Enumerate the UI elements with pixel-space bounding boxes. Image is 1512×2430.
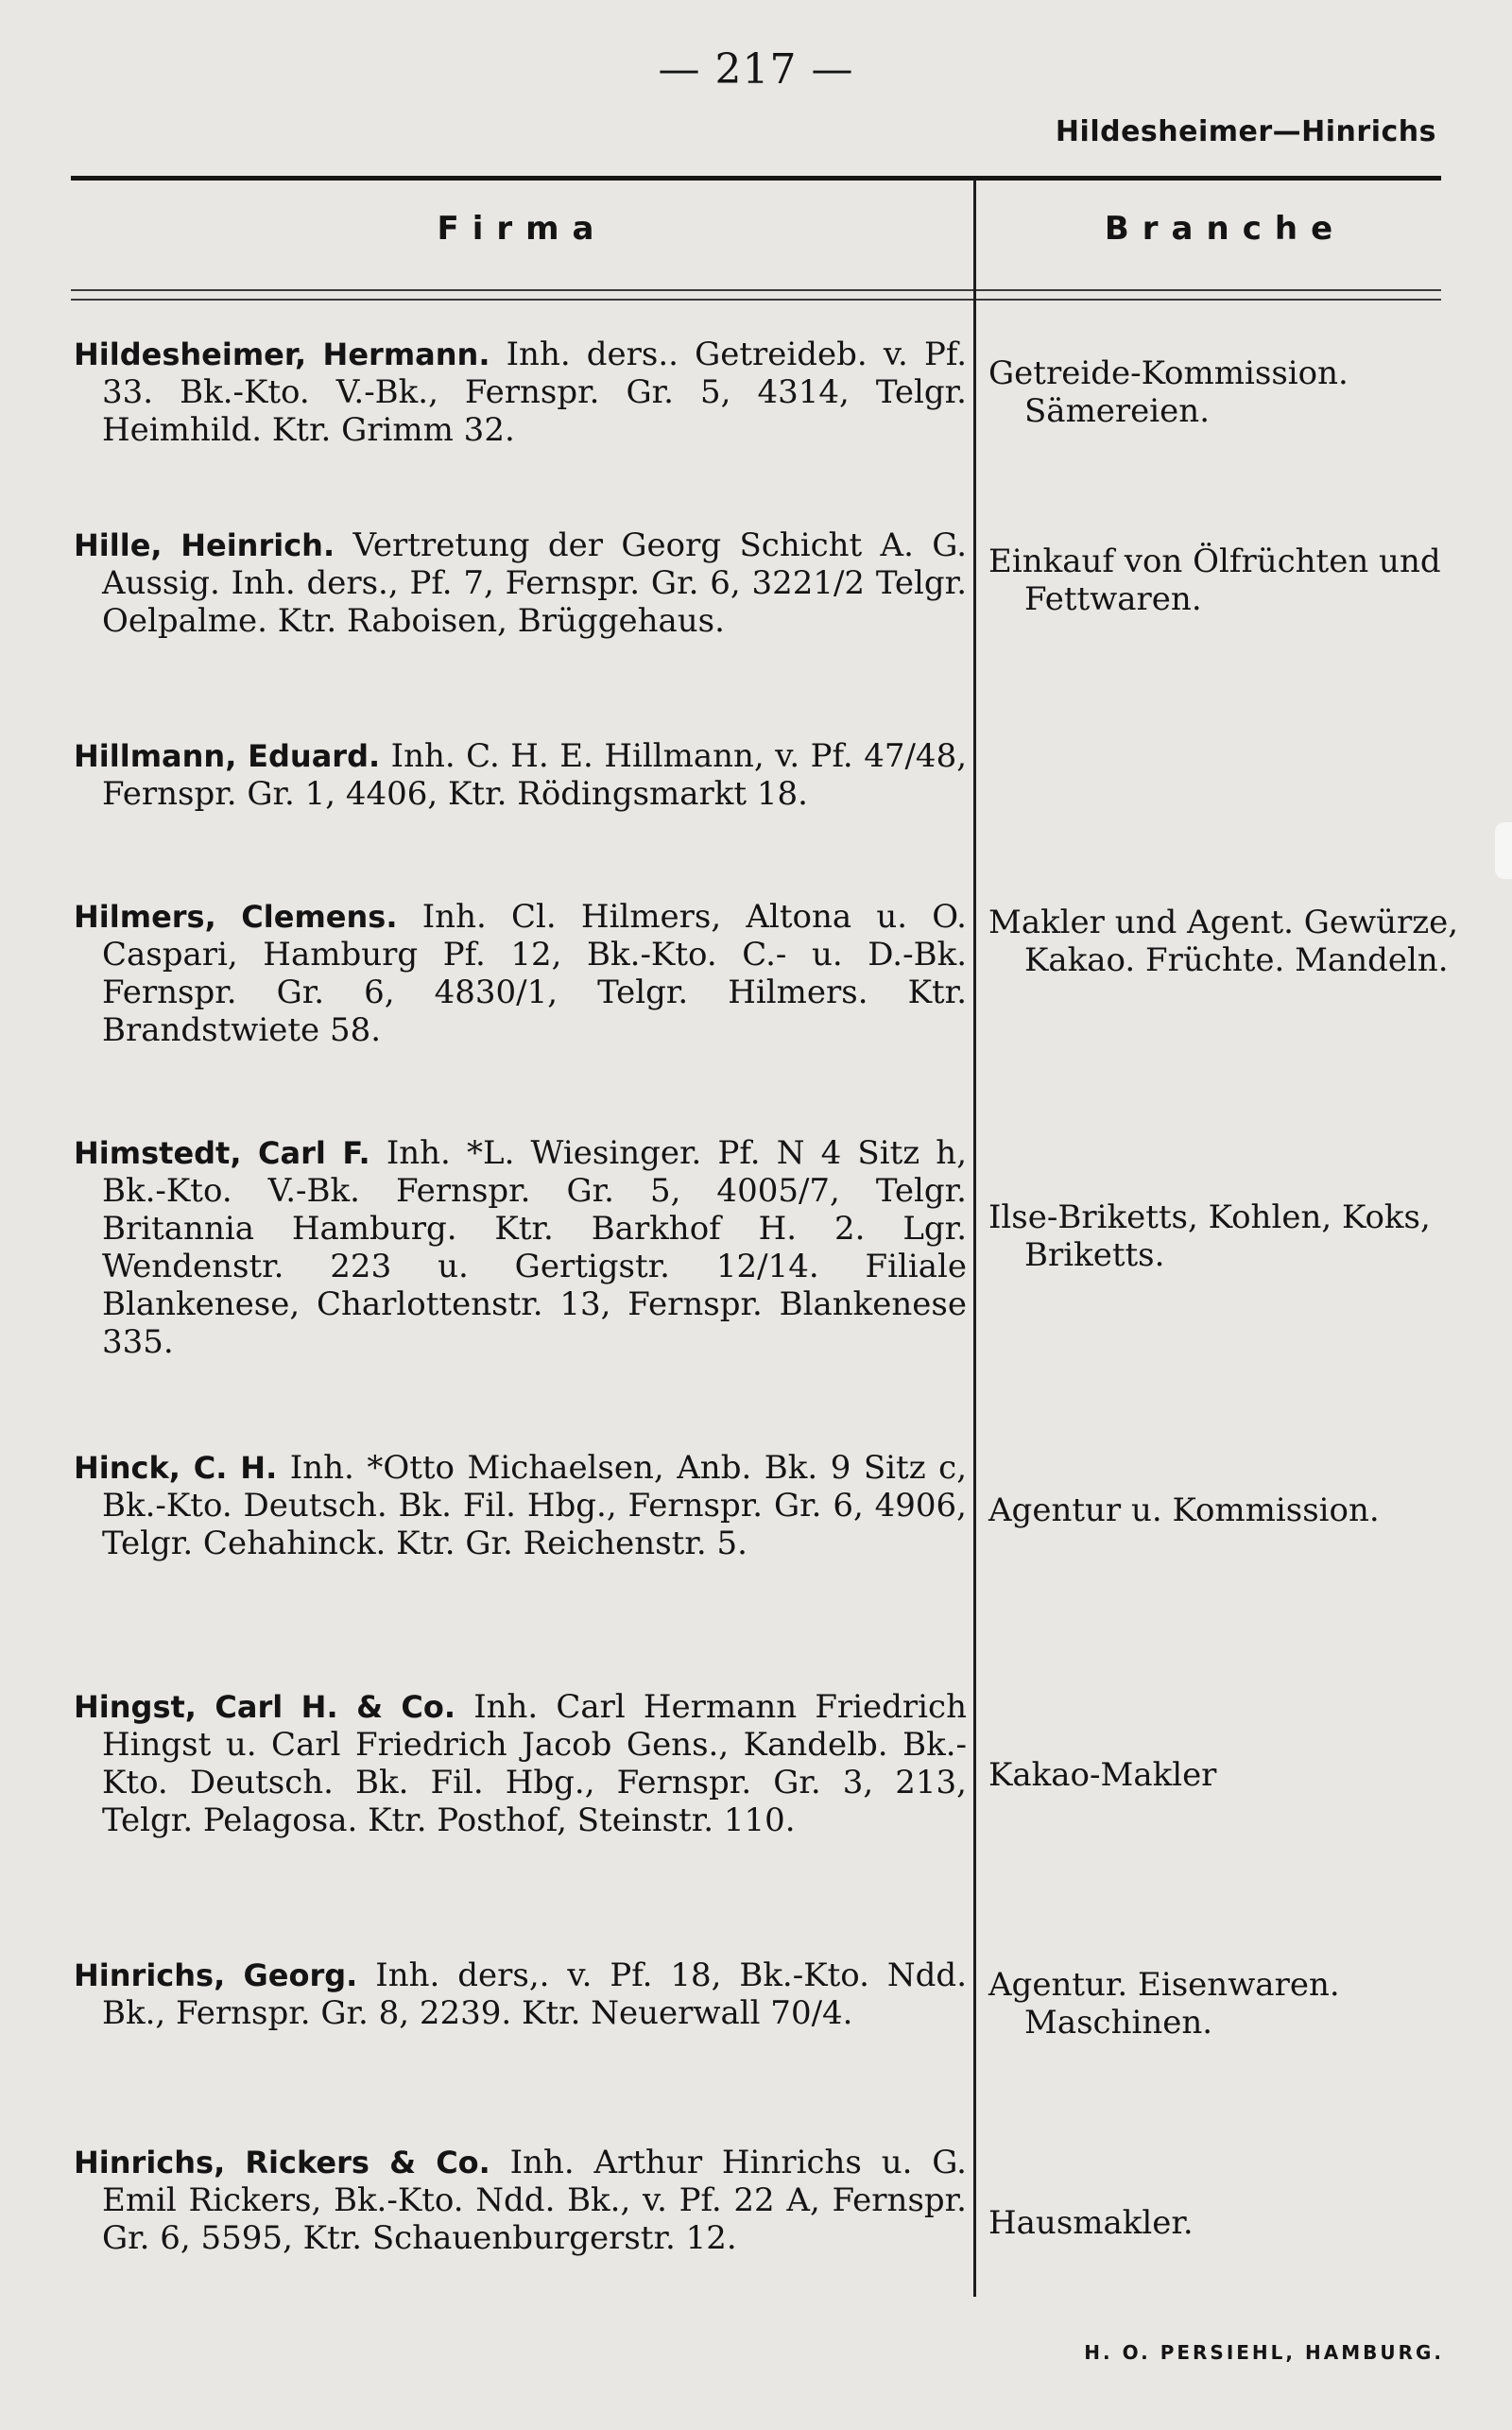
page-edge-mark (1495, 822, 1512, 879)
entry-himstedt (74, 1134, 967, 1361)
column-header-firma: Firma (437, 210, 608, 248)
branche-hille: Einkauf von Ölfrüchten und Fettwaren. (988, 543, 1441, 618)
entry-firm-text (74, 336, 967, 449)
entry-firm-text (74, 737, 967, 813)
running-head: Hildesheimer—Hinrichs (1055, 115, 1436, 148)
entry-firm-text (74, 526, 967, 640)
entry-hille (74, 526, 967, 640)
entry-hinck (74, 1449, 967, 1562)
firm-details: Inh. ders.. Getreideb. v. Pf. 33. Bk.-Kto. V.-Bk., Fernspr. Gr. 5, 4314, Telgr. Heimhild. Ktr. Grimm 32. (102, 336, 968, 449)
branche-hilmers: Makler und Agent. Gewürze, Kakao. Früchte. Mandeln. (988, 904, 1459, 979)
entry-firm-text (74, 1134, 967, 1361)
branche-hinrichs-georg: Agentur. Eisenwaren. Maschinen. (988, 1966, 1340, 2042)
firm-name: Hinrichs, Georg. (74, 1957, 358, 1993)
firm-name: Hildesheimer, Hermann. (74, 336, 490, 372)
firm-name: Hinrichs, Rickers & Co. (74, 2145, 490, 2180)
firm-details: Inh. *L. Wiesinger. Pf. N 4 Sitz h, Bk.-Kto. V.-Bk. Fernspr. Gr. 5, 4005/7, Telgr. Britannia Hamburg. Ktr. Barkhof H. 2. Lgr. Wendenstr. 223 u. Gertigstr. 12/14. Filiale Blankenese, Charlottenstr. 13, Fernspr. Blankenese 335. (102, 1134, 968, 1361)
firm-details: Inh. *Otto Michaelsen, Anb. Bk. 9 Sitz c, Bk.-Kto. Deutsch. Bk. Fil. Hbg., Fernspr. Gr. 6, 4906, Telgr. Cehahinck. Ktr. Gr. Reichenstr. 5. (102, 1449, 968, 1562)
firm-details: Inh. Arthur Hinrichs u. G. Emil Rickers, Bk.-Kto. Ndd. Bk., v. Pf. 22 A, Fernspr. Gr. 6, 5595, Ktr. Schauenburgerstr. 12. (102, 2144, 967, 2257)
firm-name: Hingst, Carl H. & Co. (74, 1689, 456, 1725)
entry-hinrichs-georg (74, 1956, 967, 2032)
entry-hilmers (74, 898, 967, 1049)
entry-firm-text (74, 2144, 967, 2257)
entry-hinrichs-rickers (74, 2144, 967, 2257)
header-double-rule-upper (71, 289, 1441, 291)
column-header-branche: Branche (1104, 210, 1347, 248)
entry-firm-text (74, 1688, 967, 1839)
page-number: — 217 — (658, 45, 854, 94)
firm-name: Himstedt, Carl F. (74, 1135, 370, 1171)
firm-details: Vertretung der Georg Schicht A. G. Aussig. Inh. ders., Pf. 7, Fernspr. Gr. 6, 3221/2 Telgr. Oelpalme. Ktr. Raboisen, Brüggehaus. (102, 526, 968, 640)
entry-hildesheimer (74, 336, 967, 449)
branche-hingst: Kakao-Makler (988, 1756, 1217, 1794)
entry-hingst (74, 1688, 967, 1839)
firm-details: Inh. Cl. Hilmers, Altona u. O. Caspari, Hamburg Pf. 12, Bk.-Kto. C.- u. D.-Bk. Fernspr. Gr. 6, 4830/1, Telgr. Hilmers. Ktr. Brandstwiete 58. (102, 898, 967, 1049)
header-double-rule-lower (71, 299, 1441, 301)
firm-details: Inh. ders,. v. Pf. 18, Bk.-Kto. Ndd. Bk., Fernspr. Gr. 8, 2239. Ktr. Neuerwall 70/4. (102, 1956, 968, 2032)
column-divider (973, 180, 976, 2297)
printer-imprint: H. O. PERSIEHL, HAMBURG. (1084, 2341, 1444, 2364)
header-rule (71, 176, 1441, 181)
firm-name: Hinck, C. H. (74, 1450, 278, 1486)
firm-name: Hille, Heinrich. (74, 527, 335, 563)
firm-name: Hillmann, Eduard. (74, 738, 381, 774)
firm-details: Inh. Carl Hermann Friedrich Hingst u. Carl Friedrich Jacob Gens., Kandelb. Bk.-Kto. Deutsch. Bk. Fil. Hbg., Fernspr. Gr. 3, 213, Telgr. Pelagosa. Ktr. Posthof, Steinstr. 110. (102, 1688, 967, 1839)
branche-hildesheimer: Getreide-Kommission. Sämereien. (988, 354, 1349, 430)
entry-firm-text (74, 1449, 967, 1562)
entry-hillmann (74, 737, 967, 813)
branche-hinck: Agentur u. Kommission. (988, 1491, 1380, 1529)
branche-himstedt: Ilse-Briketts, Kohlen, Koks, Briketts. (988, 1198, 1431, 1274)
firm-details: Inh. C. H. E. Hillmann, v. Pf. 47/48, Fernspr. Gr. 1, 4406, Ktr. Rödingsmarkt 18. (102, 737, 968, 813)
firm-name: Hilmers, Clemens. (74, 899, 398, 935)
entry-firm-text (74, 898, 967, 1049)
entry-firm-text (74, 1956, 967, 2032)
branche-hinrichs-rickers: Hausmakler. (988, 2204, 1194, 2242)
